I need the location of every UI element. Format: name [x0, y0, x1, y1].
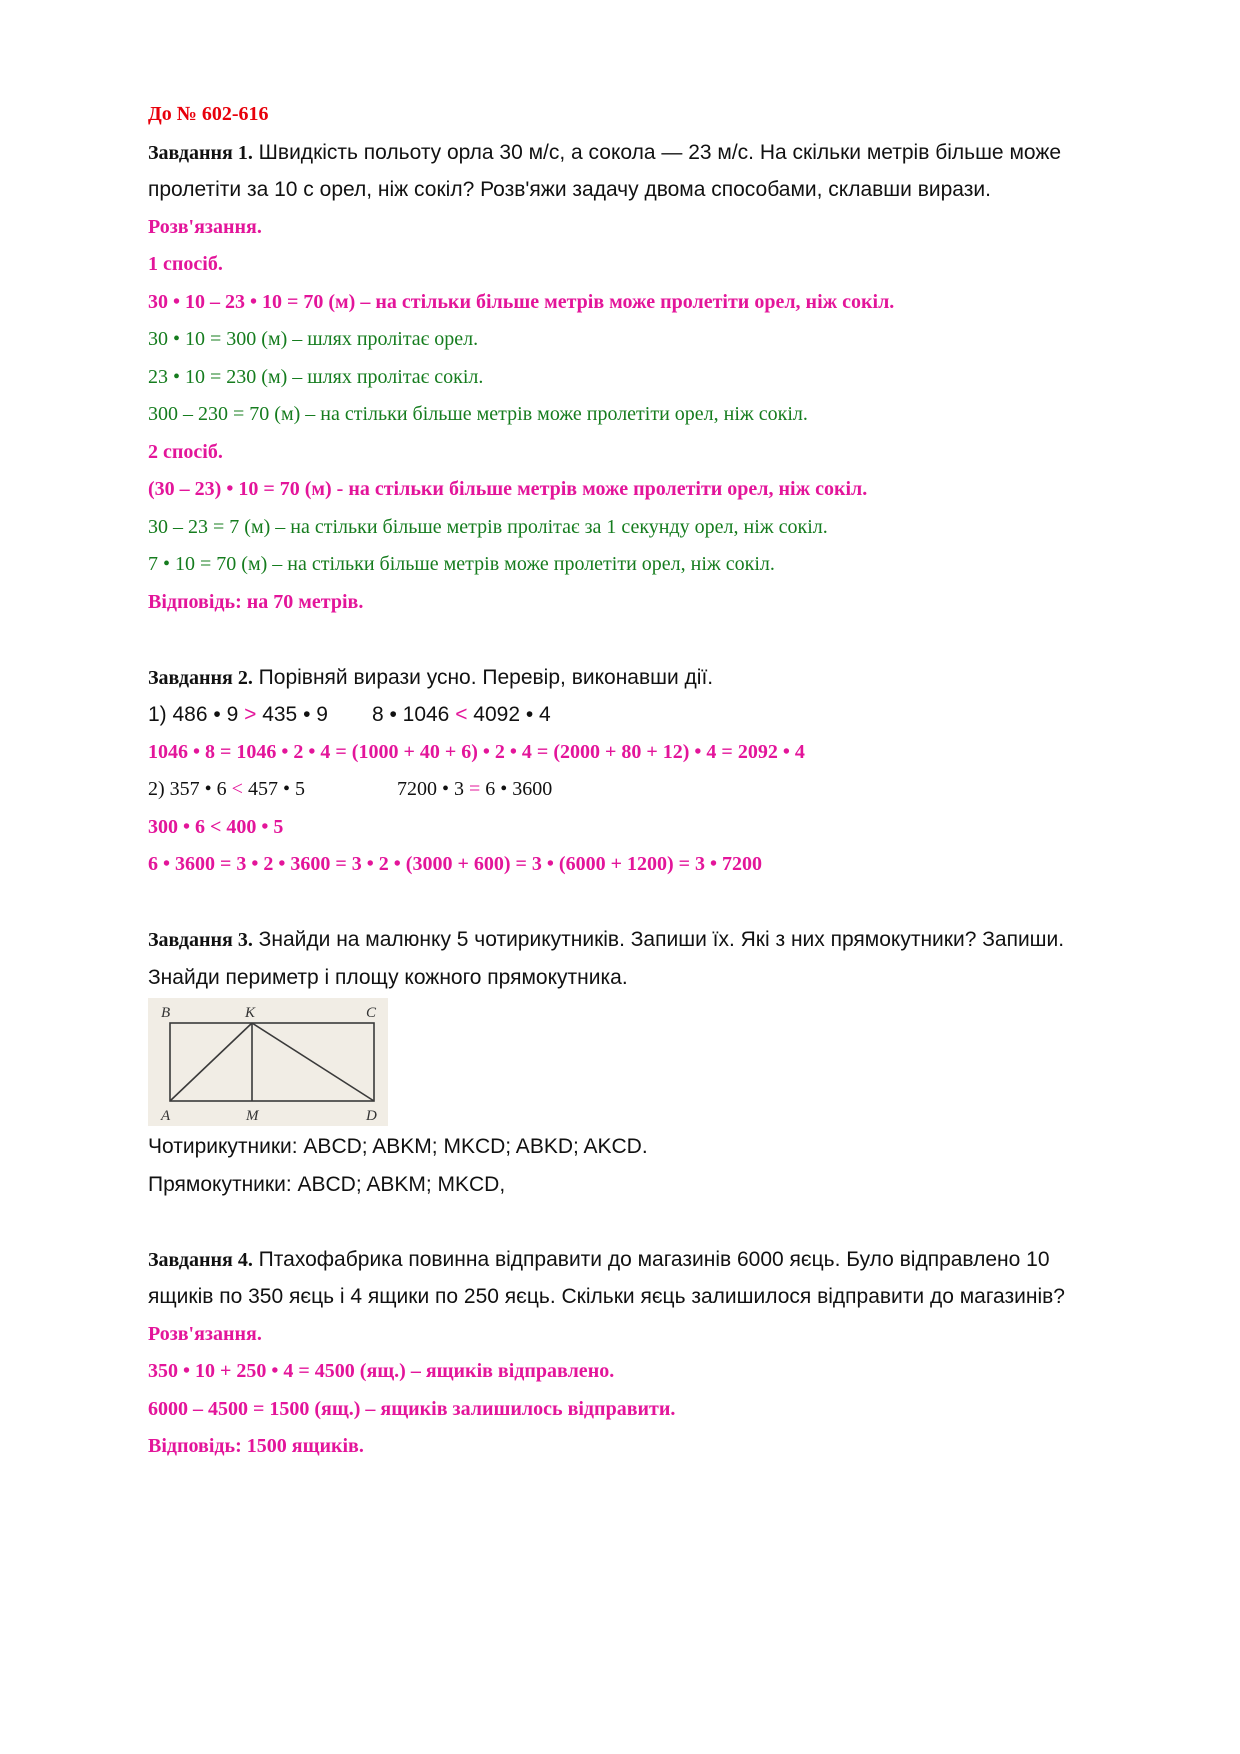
task2-text: Порівняй вирази усно. Перевір, виконавши дії. [252, 665, 714, 689]
task2-row1-d: 4092 • 4 [467, 703, 551, 726]
task2-check2: 300 • 6 < 400 • 5 [148, 815, 284, 838]
spacer [148, 1203, 1128, 1241]
task2-row2-op2: = [468, 778, 481, 800]
task3-rects: Прямокутники: ABCD; ABKM; MKCD, [148, 1172, 506, 1196]
task2-label: Завдання 2. [148, 666, 253, 689]
task1-way1-step: 30 • 10 = 300 (м) – шлях пролітає орел. [148, 328, 479, 350]
task4-text2: ящиків по 350 яєць і 4 ящики по 250 яєць. Скільки яєць залишилося відправити до магазинів? [148, 1285, 1065, 1308]
task2-row2-c: 7200 • 3 [396, 778, 469, 800]
label-c: C [366, 1005, 377, 1021]
task4-step: 6000 – 4500 = 1500 (ящ.) – ящиків залишилось відправити. [148, 1397, 676, 1420]
task2-check3: 6 • 3600 = 3 • 2 • 3600 = 3 • 2 • (3000 + 600) = 3 • (6000 + 1200) = 3 • 7200 [148, 853, 763, 875]
task4-answer: Відповідь: 1500 ящиків. [148, 1435, 364, 1457]
task2-line1 [148, 659, 1128, 697]
task2-row2-op1: < [231, 778, 243, 800]
task1-answer: Відповідь: на 70 метрів. [148, 590, 364, 613]
task1-way1-expr: 30 • 10 – 23 • 10 = 70 (м) – на стільки більше метрів може пролетіти орел, ніж сокіл. [148, 290, 895, 313]
label-a: A [161, 1108, 171, 1124]
task4-line1 [148, 1241, 1128, 1279]
task2-row1-b: 435 • 9 [256, 703, 328, 726]
task1-way1-step: 300 – 230 = 70 (м) – на стільки більше метрів може пролетіти орел, ніж сокіл. [148, 403, 808, 425]
task2-check1: 1046 • 8 = 1046 • 2 • 4 = (1000 + 40 + 6) • 2 • 4 = (2000 + 80 + 12) • 4 = 2092 • 4 [148, 740, 805, 763]
label-m: M [246, 1108, 259, 1124]
task1-way2-step: 7 • 10 = 70 (м) – на стільки більше метрів може пролетіти орел, ніж сокіл. [148, 553, 775, 575]
task2-row1 [148, 696, 1128, 734]
task3-line1 [148, 921, 1128, 959]
task4-solution-label: Розв'язання. [148, 1322, 262, 1345]
task2-row1-op2: < [455, 703, 468, 726]
label-k: K [245, 1005, 256, 1021]
task2-row2 [148, 771, 1128, 809]
task1-text2: пролетіти за 10 с орел, ніж сокіл? Розв'яжи задачу двома способами, склавши вирази. [148, 178, 991, 201]
task1-text1: Швидкість польоту орла 30 м/с, а сокола — 23 м/с. На скільки метрів більше може [252, 140, 1062, 164]
document-page [148, 96, 1128, 1466]
rectangle-figure [148, 996, 1128, 1128]
task1-way1-step: 23 • 10 = 230 (м) – шлях пролітає сокіл. [148, 365, 484, 388]
task2-row1-a: 1) 486 • 9 [148, 703, 245, 726]
task2-row1-c: 8 • 1046 [371, 703, 456, 726]
task4-step: 350 • 10 + 250 • 4 = 4500 (ящ.) – ящиків відправлено. [148, 1360, 615, 1382]
task2-row2-b: 457 • 5 [242, 778, 305, 800]
task1-line1 [148, 134, 1128, 172]
task1-way2-expr: (30 – 23) • 10 = 70 (м) - на стільки більше метрів може пролетіти орел, ніж сокіл. [148, 478, 868, 500]
task3-text1: Знайди на малюнку 5 чотирикутників. Запиши їх. Які з них прямокутники? Запиши. [252, 928, 1065, 951]
task4-text1: Птахофабрика повинна відправити до магазинів 6000 яєць. Було відправлено 10 [252, 1247, 1050, 1271]
spacer [148, 621, 1128, 659]
label-d: D [366, 1108, 377, 1124]
spacer [148, 884, 1128, 922]
task3-label: Завдання 3. [148, 929, 253, 951]
task2-row2-a: 2) 357 • 6 [148, 778, 232, 800]
geometry-diagram [148, 998, 388, 1126]
page-header: До № 602-616 [148, 103, 269, 125]
label-b: B [161, 1005, 171, 1021]
task3-text2: Знайди периметр і площу кожного прямокутника. [148, 965, 628, 989]
task2-row2-d: 6 • 3600 [480, 778, 553, 800]
task3-quads: Чотирикутники: ABCD; ABKM; MKCD; ABKD; AKCD. [148, 1135, 648, 1158]
task1-solution-label: Розв'язання. [148, 215, 262, 238]
task1-way1-label: 1 спосіб. [148, 253, 223, 275]
task1-label: Завдання 1. [148, 141, 253, 164]
task1-way2-label: 2 спосіб. [148, 440, 223, 463]
task4-label: Завдання 4. [148, 1248, 253, 1271]
task2-row1-op1: > [244, 703, 257, 726]
task1-way2-step: 30 – 23 = 7 (м) – на стільки більше метрів пролітає за 1 секунду орел, ніж сокіл. [148, 515, 828, 538]
figure-background [148, 998, 388, 1126]
